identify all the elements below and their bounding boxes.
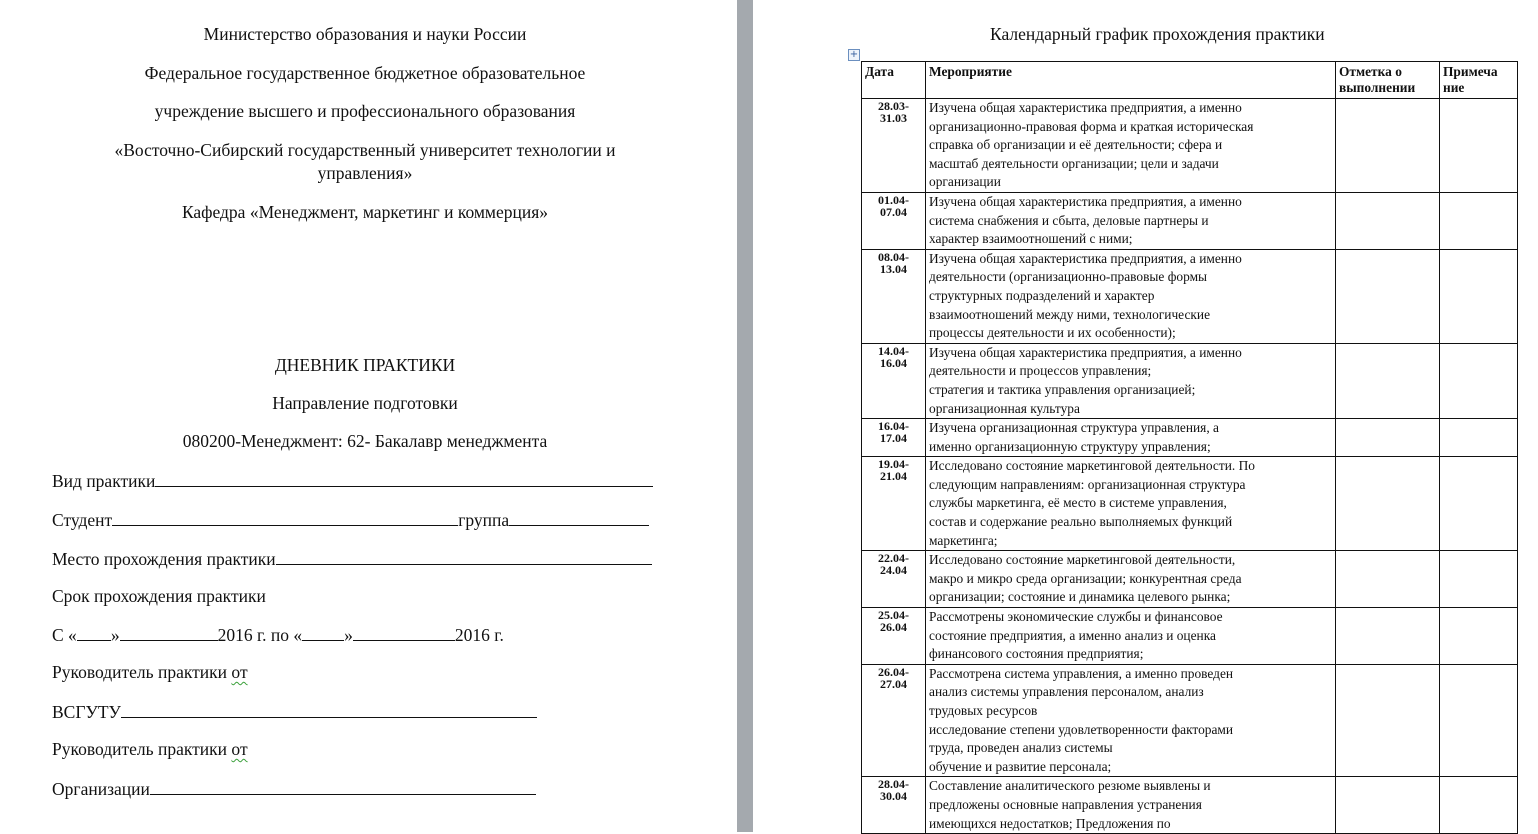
table-body [862, 99, 1518, 834]
table-row [862, 419, 1518, 457]
university-supervisor-field [52, 700, 537, 723]
supervisor-organization-heading [52, 738, 248, 760]
row-note-cell[interactable] [1440, 777, 1518, 834]
row-note-cell[interactable] [1440, 99, 1518, 193]
row-date-cell: 01.04- 07.04 [862, 192, 926, 249]
row-mark-cell[interactable] [1336, 551, 1440, 608]
row-mark-cell[interactable] [1336, 457, 1440, 551]
left-page [0, 0, 737, 832]
ministry-line: Министерство образования и науки России [203, 24, 527, 44]
header-note: Примеча ние [1440, 62, 1518, 99]
organization-label: Организации [52, 779, 150, 799]
department-line: Кафедра «Менеджмент, маркетинг и коммерция» [181, 202, 549, 222]
row-date-cell: 26.04- 27.04 [862, 664, 926, 777]
row-mark-cell[interactable] [1336, 99, 1440, 193]
table-row [862, 551, 1518, 608]
year-from-text: 2016 г. по « [217, 625, 303, 645]
table-row [862, 608, 1518, 665]
row-event-cell: Рассмотрена система управления, а именно проведен анализ системы управления персоналом, анализ трудовых ресурсов исследование степени удовлетворенности факторами труда, проведен анализ системы обучение и развитие персонала; [926, 664, 1336, 777]
table-row [862, 192, 1518, 249]
row-event-cell: Рассмотрены экономические службы и финансовое состояние предприятия, а именно анализ и оценка финансового состояния предприятия; [926, 608, 1336, 665]
day-to-blank [302, 623, 344, 641]
place-blank [276, 547, 652, 565]
supervisor-university-heading [52, 661, 248, 683]
practice-type-label: Вид практики [52, 471, 156, 491]
university-abbr-label: ВСГУТУ [52, 702, 121, 722]
row-date-cell: 28.04- 30.04 [862, 777, 926, 834]
row-event-cell: Изучена общая характеристика предприятия, а именно организационно-правовая форма и краткая историческая справка об организации и её деятельности; сфера и масштаб деятельности организации; цели и задачи организации [926, 99, 1336, 193]
table-move-handle-icon[interactable]: + [849, 49, 859, 60]
row-event-cell: Изучена общая характеристика предприятия, а именно деятельности и процессов управления; стратегия и тактика управления организацией; организационная культура [926, 343, 1336, 418]
row-event-cell: Исследовано состояние маркетинговой деятельности. По следующим направлениям: организационная структура службы маркетинга, её место в системе управления, состав и содержание реально выполняемых функций маркетинга; [926, 457, 1336, 551]
table-row [862, 457, 1518, 551]
row-mark-cell[interactable] [1336, 777, 1440, 834]
page-gutter [737, 0, 753, 832]
table-row [862, 249, 1518, 343]
dates-field [52, 623, 504, 646]
term-label: Срок прохождения практики [52, 586, 266, 606]
row-mark-cell[interactable] [1336, 192, 1440, 249]
row-note-cell[interactable] [1440, 608, 1518, 665]
student-blank [112, 508, 458, 526]
place-field [52, 547, 652, 570]
day-from-blank [77, 623, 111, 641]
date-to-close-quote: » [344, 625, 353, 645]
year-to-text: 2016 г. [454, 625, 504, 645]
row-event-cell: Изучена общая характеристика предприятия, а именно деятельности (организационно-правовые формы структурных подразделений и характер взаимоотношений между ними, технологические процессы деятельности и их особенности); [926, 249, 1336, 343]
row-event-cell: Изучена организационная структура управления, а именно организационную структуру управления; [926, 419, 1336, 457]
header-mark: Отметка о выполнении [1336, 62, 1440, 99]
header-event: Мероприятие [926, 62, 1336, 99]
organization-blank [150, 777, 536, 795]
student-field [52, 508, 649, 531]
direction-label: Направление подготовки [272, 393, 458, 413]
row-event-cell: Изучена общая характеристика предприятия, а именно система снабжения и сбыта, деловые партнеры и характер взаимоотношений с ними; [926, 192, 1336, 249]
row-mark-cell[interactable] [1336, 419, 1440, 457]
row-note-cell[interactable] [1440, 664, 1518, 777]
row-date-cell: 25.04- 26.04 [862, 608, 926, 665]
row-date-cell: 14.04- 16.04 [862, 343, 926, 418]
row-date-cell: 28.03- 31.03 [862, 99, 926, 193]
row-note-cell[interactable] [1440, 551, 1518, 608]
date-from-close-quote: » [110, 625, 120, 645]
student-label: Студент [52, 510, 113, 530]
university-line-1: «Восточно-Сибирский государственный университет технологии и [114, 140, 616, 160]
table-row [862, 777, 1518, 834]
practice-type-field [52, 469, 653, 492]
row-date-cell: 08.04- 13.04 [862, 249, 926, 343]
header-date: Дата [862, 62, 926, 99]
direction-value: 080200-Менеджмент: 62- Бакалавр менеджмента [182, 431, 548, 451]
month-from-blank [120, 623, 218, 641]
row-mark-cell[interactable] [1336, 664, 1440, 777]
row-mark-cell[interactable] [1336, 608, 1440, 665]
group-blank [509, 508, 649, 526]
row-mark-cell[interactable] [1336, 343, 1440, 418]
practice-type-blank [155, 469, 653, 487]
row-date-cell: 19.04- 21.04 [862, 457, 926, 551]
institution-line-2: учреждение высшего и профессионального образования [154, 101, 576, 121]
row-date-cell: 22.04- 24.04 [862, 551, 926, 608]
schedule-title: Календарный график прохождения практики [990, 24, 1325, 44]
place-label: Место прохождения практики [52, 549, 276, 569]
table-row [862, 343, 1518, 418]
from-word-1: от [231, 662, 248, 682]
row-date-cell: 16.04- 17.04 [862, 419, 926, 457]
month-to-blank [353, 623, 455, 641]
row-note-cell[interactable] [1440, 419, 1518, 457]
doc-title: ДНЕВНИК ПРАКТИКИ [274, 355, 456, 375]
supervisor-label-1: Руководитель практики [52, 662, 228, 682]
organization-field [52, 777, 536, 800]
row-event-cell: Составление аналитического резюме выявлены и предложены основные направления устранения имеющихся недостатков; Предложения по [926, 777, 1336, 834]
date-from-prefix: С « [52, 625, 77, 645]
university-supervisor-blank [121, 700, 537, 718]
table-row [862, 664, 1518, 777]
table-header-row [862, 62, 1518, 99]
row-mark-cell[interactable] [1336, 249, 1440, 343]
row-event-cell: Исследовано состояние маркетинговой деятельности, макро и микро среда организации; конкурентная среда организации; состояние и динамика целевого рынка; [926, 551, 1336, 608]
schedule-table [861, 61, 1518, 834]
row-note-cell[interactable] [1440, 249, 1518, 343]
row-note-cell[interactable] [1440, 343, 1518, 418]
group-label: группа [458, 510, 510, 530]
table-row [862, 99, 1518, 193]
row-note-cell[interactable] [1440, 192, 1518, 249]
from-word-2: от [231, 739, 248, 759]
university-line-2: управления» [317, 163, 413, 183]
row-note-cell[interactable] [1440, 457, 1518, 551]
supervisor-label-2: Руководитель практики [52, 739, 228, 759]
institution-line-1: Федеральное государственное бюджетное образовательное [144, 63, 586, 83]
